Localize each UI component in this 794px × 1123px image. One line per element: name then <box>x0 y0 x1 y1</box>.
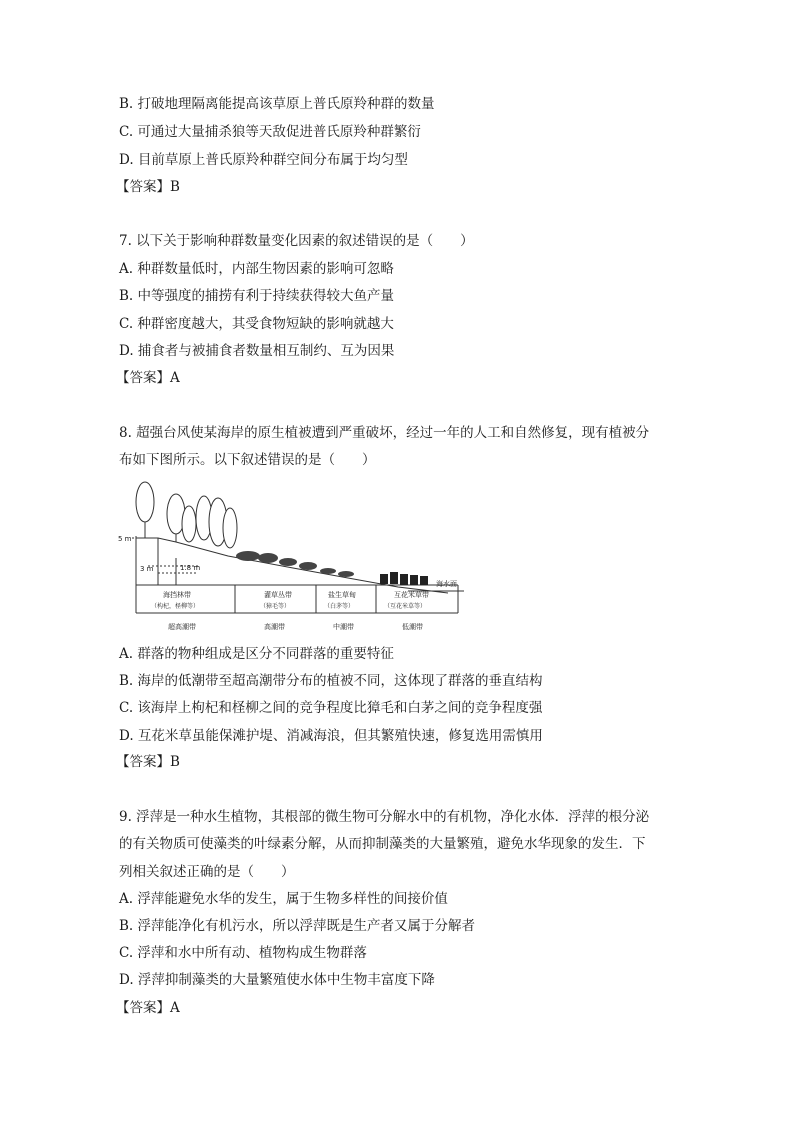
q8-stem-line1: 8. 超强台风使某海岸的原生植被遭到严重破坏，经过一年的人工和自然修复，现有植被分 <box>119 425 650 441</box>
zone-2-name: 灌草丛带 <box>264 591 292 599</box>
zone-1-name: 海挡林带 <box>163 591 191 599</box>
q7-answer: 【答案】A <box>116 370 180 386</box>
zone-2-species: （獐毛等） <box>260 603 291 610</box>
q6-option-c: C. 可通过大量捕杀狼等天敌促进普氏原羚种群繁衍 <box>119 124 421 140</box>
zone-2-tide: 高潮带 <box>264 623 285 631</box>
q8-answer: 【答案】B <box>116 754 180 770</box>
zone-4-species: （互花米草等） <box>384 603 427 610</box>
q6-answer: 【答案】B <box>116 179 180 195</box>
q7-option-b: B. 中等强度的捕捞有利于持续获得较大鱼产量 <box>119 288 395 304</box>
q8-option-c: C. 该海岸上枸杞和柽柳之间的竞争程度比獐毛和白茅之间的竞争程度强 <box>119 700 543 716</box>
zone-4-name: 互花米草带 <box>394 591 429 599</box>
zone-1-species: （构杞，柽柳等） <box>151 603 200 610</box>
zone-3-tide: 中潮带 <box>333 623 354 631</box>
q7-option-c: C. 种群密度越大，其受食物短缺的影响就越大 <box>119 316 394 332</box>
cordgrass-shapes <box>380 572 428 585</box>
q8-stem-line2: 布如下图所示。以下叙述错误的是（ ） <box>119 452 376 468</box>
zone-1-tide: 超高潮带 <box>168 623 196 631</box>
height-label-5m: 5 m <box>118 535 132 543</box>
q9-stem-line3: 列相关叙述正确的是（ ） <box>119 864 295 880</box>
q8-option-d: D. 互花米草虽能保滩护堤、消减海浪，但其繁殖快速，修复选用需慎用 <box>119 728 543 744</box>
q6-option-b: B. 打破地理隔离能提高该草原上普氏原羚种群的数量 <box>119 96 435 112</box>
height-label-3m: 3 m <box>140 565 154 573</box>
zone-3-name: 盐生草甸 <box>328 591 356 599</box>
shrub-shapes <box>236 551 354 577</box>
q8-option-b: B. 海岸的低潮带至超高潮带分布的植被不同，这体现了群落的垂直结构 <box>119 673 543 689</box>
zone-4-tide: 低潮带 <box>402 623 423 631</box>
q8-option-a: A. 群落的物种组成是区分不同群落的重要特征 <box>119 646 394 662</box>
q7-option-d: D. 捕食者与被捕食者数量相互制约、互为因果 <box>119 343 395 359</box>
height-label-1-8m: 1.8 m <box>180 564 201 572</box>
q9-stem-line1: 9. 浮萍是一种水生植物，其根部的微生物可分解水中的有机物，净化水体．浮萍的根分泌 <box>119 809 650 825</box>
q9-answer: 【答案】A <box>116 1000 180 1016</box>
q9-option-b: B. 浮萍能净化有机污水，所以浮萍既是生产者又属于分解者 <box>119 918 476 934</box>
q7-option-a: A. 种群数量低时，内部生物因素的影响可忽略 <box>119 261 394 277</box>
coastal-vegetation-figure <box>118 478 464 636</box>
q9-option-a: A. 浮萍能避免水华的发生，属于生物多样性的间接价值 <box>119 891 448 907</box>
q9-stem-line2: 的有关物质可使藻类的叶绿素分解，从而抑制藻类的大量繁殖，避免水华现象的发生．下 <box>119 836 646 852</box>
q9-option-c: C. 浮萍和水中所有动、植物构成生物群落 <box>119 945 367 961</box>
q9-option-d: D. 浮萍抑制藻类的大量繁殖使水体中生物丰富度下降 <box>119 972 435 988</box>
q7-stem: 7. 以下关于影响种群数量变化因素的叙述错误的是（ ） <box>119 233 474 249</box>
q6-option-d: D. 目前草原上普氏原羚种群空间分布属于均匀型 <box>119 152 408 168</box>
sea-surface-label: 海水面 <box>436 580 457 588</box>
zone-3-species: （白茅等） <box>324 603 355 610</box>
